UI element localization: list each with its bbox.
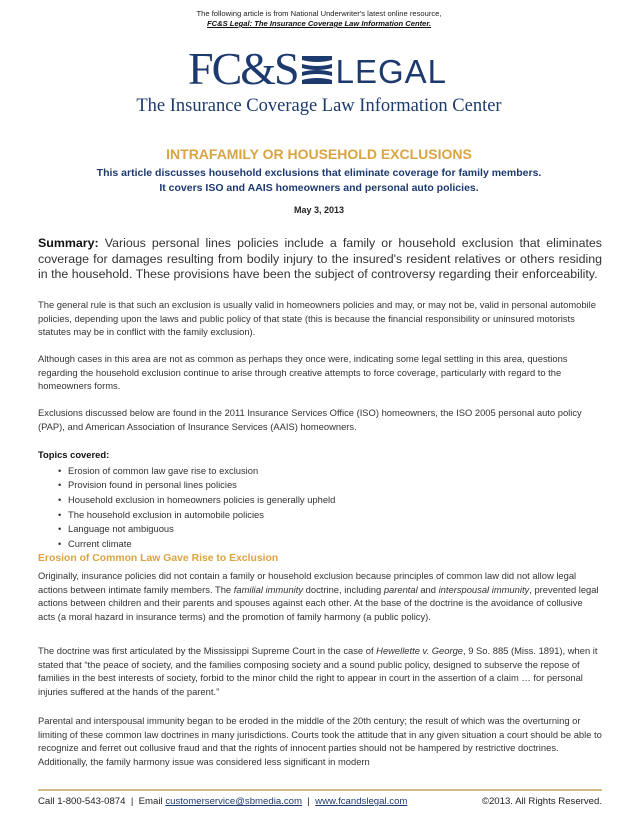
topics-heading: Topics covered:: [38, 449, 110, 460]
footer-website-link[interactable]: www.fcandslegal.com: [315, 796, 408, 807]
footer-divider: [38, 789, 602, 791]
footer-contact: [38, 796, 407, 807]
subtitle-line-1: This article discusses household exclusions that eliminate coverage for family members.: [96, 167, 542, 179]
logo-suffix: LEGAL: [335, 53, 448, 90]
summary-text: Various personal lines policies include a family or household exclusion that eliminates coverage for damages resulting from bodily injury to the insured's resident relatives or others residing in the household. These provisions have been the subject of controversy regarding their enforceability.: [38, 236, 602, 282]
italic-text: parental: [383, 583, 418, 595]
italic-text: Hewellette v. George: [376, 645, 464, 656]
summary: [38, 236, 602, 283]
paragraph: [38, 644, 602, 698]
paragraph: Exclusions discussed below are found in the 2011 Insurance Services Office (ISO) homeowners, the ISO 2005 personal auto policy (PAP), and American Association of Insurance Services (AAIS) homeowners.: [38, 407, 582, 432]
italic-text: familial immunity: [233, 583, 304, 595]
logo-text: FC&S: [188, 43, 298, 94]
text: , prevented legal actions between children and their parents and spouses against each other. At the base of the doctrine is the avoidance of collusive acts (a moral hazard in insurance terms) and the promotion of family harmony (a public policy).: [38, 583, 599, 622]
topic-item: • Erosion of common law gave rise to exclusion: [68, 464, 602, 479]
text: , 9 So. 885 (Miss. 1891), when it stated that “the peace of society, and the families composing society and a sound public policy, designed to subserve the repose of families in the best interests of society, forbid to the minor child the right to appear in court in the assertion of a claim … for personal injuries suffered at the hands of the parent.”: [38, 645, 598, 697]
footer: [38, 796, 602, 807]
topic-item: • Language not ambiguous: [68, 522, 602, 537]
text: The doctrine was first articulated by the Mississippi Supreme Court in the case of: [38, 645, 377, 656]
separator: |: [130, 796, 134, 807]
summary-label: Summary:: [38, 236, 99, 250]
section-heading: Erosion of Common Law Gave Rise to Exclusion: [38, 553, 279, 564]
article-subtitle: [0, 166, 638, 196]
logo-waves-icon: [302, 54, 332, 84]
text: Originally, insurance policies did not contain a family or household exclusion because principles of common law did not allow legal actions between intimate family members. The: [38, 570, 577, 595]
subtitle-line-2: It covers ISO and AAIS homeowners and personal auto policies.: [159, 182, 479, 194]
article-title: INTRAFAMILY OR HOUSEHOLD EXCLUSIONS: [166, 146, 472, 162]
topic-item: • Provision found in personal lines policies: [68, 478, 602, 493]
paragraph: [38, 569, 602, 623]
fcs-legal-logo: [188, 43, 448, 94]
footer-copyright: ©2013. All Rights Reserved.: [481, 796, 602, 807]
article-date: May 3, 2013: [293, 205, 345, 215]
paragraph: Parental and interspousal immunity began to be eroded in the middle of the 20th century; the result of which was the overturning or limiting of these common law doctrines in many jurisdictions. Courts took the attitude that in any given situation a court should be able to recognize and ferret out collusive fraud and that the rights of innocent parties should not be hampered by restrictive doctrines. Additionally, the family harmony issue was considered less significant in modern: [38, 715, 602, 767]
topic-item: • The household exclusion in automobile policies: [68, 508, 602, 523]
footer-email-label: Email: [138, 796, 163, 807]
text: and: [417, 583, 439, 595]
paragraph: Although cases in this area are not as common as perhaps they once were, indicating some legal settling in this area, questions regarding the household exclusion continue to arise through creative attempts to force coverage, particularly with regard to the homeowners forms.: [38, 353, 568, 392]
tagline: The Insurance Coverage Law Information Center: [136, 96, 502, 116]
intro-link[interactable]: FC&S Legal: The Insurance Coverage Law Information Center.: [206, 19, 432, 28]
intro-line: The following article is from National Underwriter's latest online resource,: [196, 9, 442, 18]
intro-note: [0, 9, 638, 29]
italic-text: interspousal immunity: [438, 583, 530, 595]
text: doctrine, including: [303, 583, 384, 595]
footer-email-link[interactable]: customerservice@sbmedia.com: [165, 796, 302, 807]
topics-list: [38, 448, 602, 552]
paragraph: The general rule is that such an exclusion is usually valid in homeowners policies and may, or may not be, valid in personal automobile policies, depending upon the laws and public policy of that state (this is because the financial responsibility or uninsured motorists statutes may be in conflict with the family exclusion).: [38, 299, 596, 338]
topic-item: • Current climate: [68, 537, 602, 552]
footer-phone: Call 1-800-543-0874: [38, 796, 126, 807]
topic-item: • Household exclusion in homeowners policies is generally upheld: [68, 493, 602, 508]
separator: |: [307, 796, 310, 807]
